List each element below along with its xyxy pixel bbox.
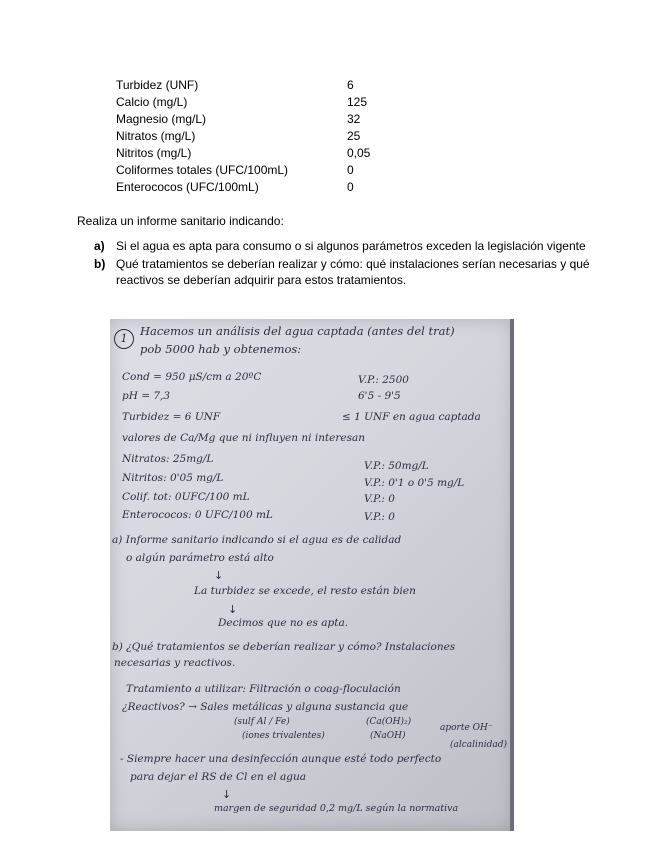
note-b-line-2: necesarias y reactivos. [114,657,236,669]
note-treatment-line-4c: (alcalinidad) [450,740,507,750]
note-a-line-1: a) Informe sanitario indicando si el agua es de calidad [112,534,402,546]
note-nitrites-vp: V.P.: 0'1 o 0'5 mg/L [364,477,465,489]
note-ph-vp: 6'5 - 9'5 [358,390,401,402]
note-coliforms-vp: V.P.: 0 [364,493,395,505]
arrow-down-icon: ↓ [214,569,224,582]
note-b-line-1: b) ¿Qué tratamientos se deberían realizar y cómo? Instalaciones [112,641,456,653]
parameter-row [116,94,407,111]
note-disinfection-line-2: para dejar el RS de Cl en el agua [130,771,306,783]
parameter-row [116,111,407,128]
note-enterococci: Enterococos: 0 UFC/100 mL [122,509,273,521]
note-conductivity-vp: V.P.: 2500 [358,374,409,386]
task-letter: b) [94,257,106,271]
note-turbidity: Turbidez = 6 UNF [122,411,221,423]
note-disinfection-line-1: - Siempre hacer una desinfección aunque esté todo perfecto [120,753,442,765]
note-treatment-line-3b: (Ca(OH)₂) [366,717,412,727]
note-nitrates-vp: V.P.: 50mg/L [364,460,429,472]
parameter-name: Calcio (mg/L) [116,95,188,109]
parameter-value: 6 [347,78,354,92]
parameter-name: Turbidez (UNF) [116,78,199,92]
parameter-name: Nitratos (mg/L) [116,129,196,143]
parameter-name: Coliformes totales (UFC/100mL) [116,163,289,177]
note-treatment-line-4: (iones trivalentes) [242,731,325,741]
parameter-value: 125 [347,95,368,109]
note-ph: pH = 7,3 [122,390,171,402]
instruction-text: Realiza un informe sanitario indicando: [77,214,284,228]
note-a-line-2: o algún parámetro está alto [126,552,274,564]
parameter-row [116,162,407,179]
task-list [94,238,594,290]
note-a-line-3: La turbidez se excede, el resto están bien [194,585,416,597]
task-item [94,256,594,288]
arrow-down-icon: ↓ [222,788,232,801]
question-number: 1 [114,329,134,349]
task-text: Si el agua es apta para consumo o si algunos parámetros exceden la legislación vigente [116,239,586,253]
parameter-name: Enterococos (UFC/100mL) [116,180,259,194]
parameter-value: 0,05 [347,146,371,160]
parameter-value: 0 [347,163,354,177]
note-ca-mg: valores de Ca/Mg que ni influyen ni interesan [122,432,366,444]
task-item [94,238,594,254]
note-conductivity: Cond = 950 μS/cm a 20ºC [122,371,262,383]
task-letter: a) [94,239,105,253]
parameter-name: Nitritos (mg/L) [116,146,192,160]
parameter-name: Magnesio (mg/L) [116,112,207,126]
note-coliforms: Colif. tot: 0UFC/100 mL [122,491,250,503]
parameter-list [116,77,407,196]
parameter-value: 32 [347,112,361,126]
parameter-value: 0 [347,180,354,194]
note-treatment-line-1: Tratamiento a utilizar: Filtración o coag-floculación [126,683,401,695]
note-treatment-line-4b: (NaOH) [370,731,406,741]
note-treatment-line-3: (sulf Al / Fe) [234,717,290,727]
note-intro-line-2: pob 5000 hab y obtenemos: [140,342,302,356]
notebook-edge [510,319,514,831]
arrow-down-icon: ↓ [228,603,238,616]
parameter-row [116,128,407,145]
note-turbidity-vp: ≤ 1 UNF en agua captada [342,411,481,423]
note-disinfection-line-3: margen de seguridad 0,2 mg/L según la normativa [214,803,459,814]
note-nitrates: Nitratos: 25mg/L [122,453,214,465]
handwritten-notes-photo [110,319,514,831]
task-text: Qué tratamientos se deberían realizar y cómo: qué instalaciones serían necesarias y qué reactivos se deberían adquirir para estos tratamientos. [116,257,590,287]
parameter-row [116,179,407,196]
note-treatment-line-2: ¿Reactivos? → Sales metálicas y alguna sustancia que [122,701,409,713]
parameter-row [116,145,407,162]
note-enterococci-vp: V.P.: 0 [364,511,395,523]
parameter-row [116,77,407,94]
note-nitrites: Nitritos: 0'05 mg/L [122,472,224,484]
note-intro-line-1: Hacemos un análisis del agua captada (antes del trat) [140,324,455,338]
note-treatment-line-3c: aporte OH⁻ [440,723,493,733]
note-a-line-4: Decimos que no es apta. [218,617,349,629]
parameter-value: 25 [347,129,361,143]
